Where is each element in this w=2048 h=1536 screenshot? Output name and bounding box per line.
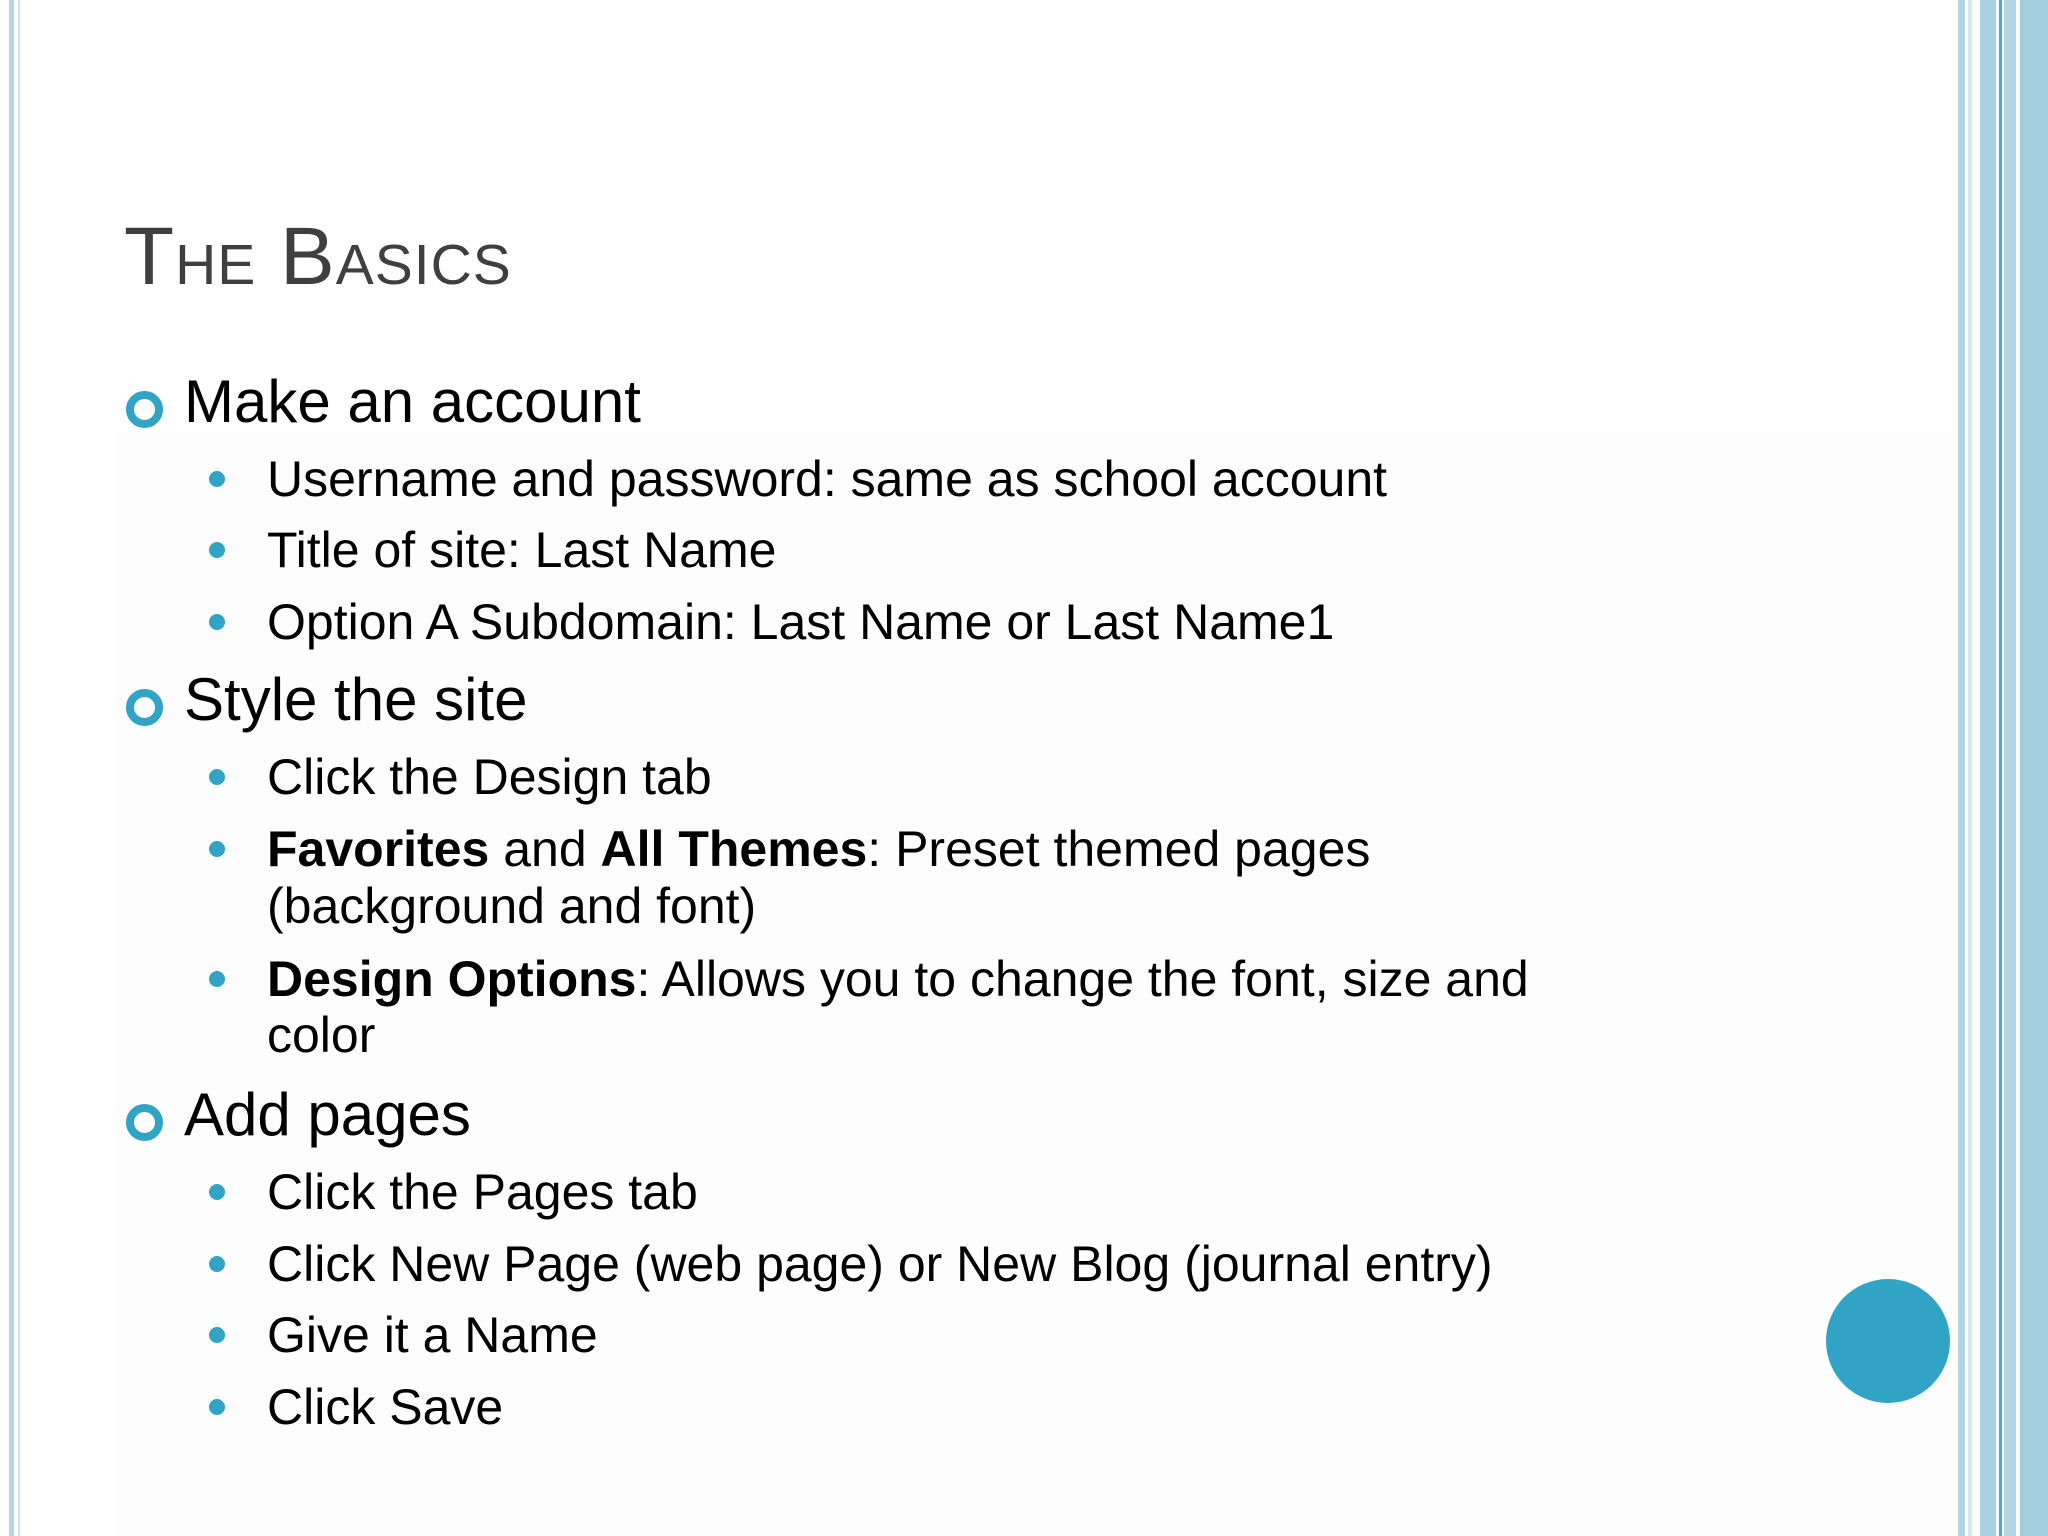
list-item [267,950,1529,1008]
list-item: Give it a Name [267,1307,598,1363]
list-item: Click New Page (web page) or New Blog (journal entry) [267,1236,1493,1292]
hollow-circle-bullet-icon [126,391,163,428]
accent-circle-icon [1826,1279,1950,1403]
filled-dot-bullet-icon [209,1184,225,1200]
section-heading: Make an account [184,368,641,435]
list-item: Option A Subdomain: Last Name or Last Name1 [267,594,1335,650]
list-item: Title of site: Last Name [267,522,777,578]
filled-dot-bullet-icon [209,841,225,857]
list-item: Click Save [267,1379,504,1435]
page-title: The Basics [124,211,512,302]
section-heading: Add pages [184,1081,471,1148]
item-text: : Preset themed pages [867,821,1371,877]
bold-term: Favorites [267,821,490,877]
list-item [267,820,1370,878]
bold-term: Design Options [267,951,637,1007]
list-item: Click the Pages tab [267,1164,698,1220]
hollow-circle-bullet-icon [126,1104,163,1141]
filled-dot-bullet-icon [209,614,225,630]
filled-dot-bullet-icon [209,1399,225,1415]
filled-dot-bullet-icon [209,971,225,987]
filled-dot-bullet-icon [209,769,225,785]
list-item: Username and password: same as school account [267,451,1388,507]
list-item: Click the Design tab [267,749,712,805]
item-text: and [489,821,601,877]
list-item-continuation: (background and font) [267,878,757,934]
list-item-continuation: color [267,1007,376,1063]
filled-dot-bullet-icon [209,471,225,487]
filled-dot-bullet-icon [209,542,225,558]
filled-dot-bullet-icon [209,1327,225,1343]
bold-term: All Themes [600,821,868,877]
hollow-circle-bullet-icon [126,689,163,726]
item-text: : Allows you to change the font, size and [636,951,1529,1007]
filled-dot-bullet-icon [209,1256,225,1272]
section-heading: Style the site [184,666,528,733]
